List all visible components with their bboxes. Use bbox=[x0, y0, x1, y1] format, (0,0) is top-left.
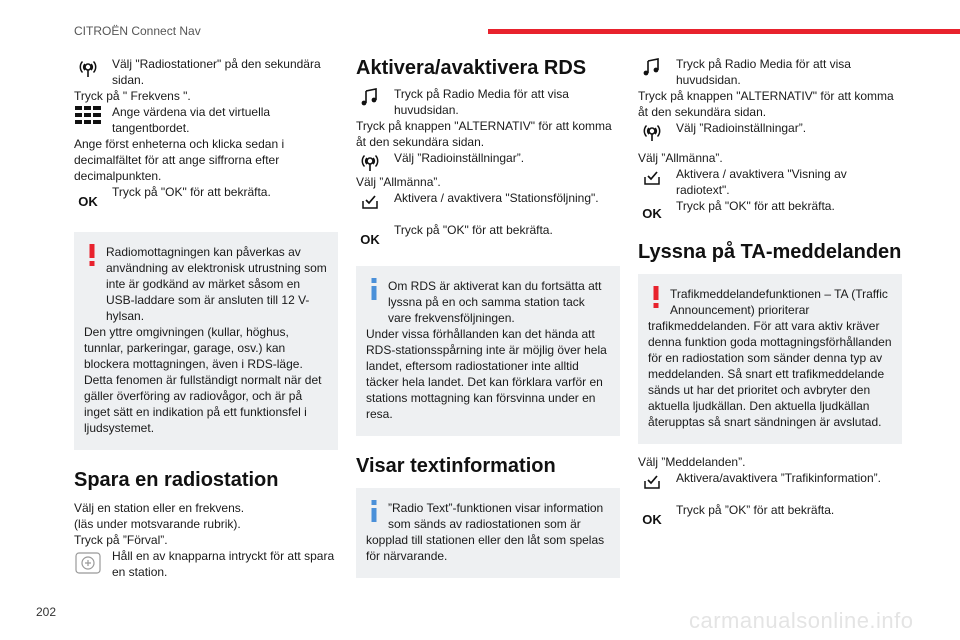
warning-box bbox=[74, 232, 338, 450]
instruction-text: Välj ”Allmänna”. bbox=[356, 175, 441, 189]
step-radioinstallningar bbox=[356, 150, 620, 172]
music-note-icon bbox=[356, 86, 384, 108]
step-keyboard bbox=[74, 104, 338, 136]
step-text: Ange värdena via det virtuella tangentbordet. bbox=[112, 105, 271, 135]
running-header: CITROËN Connect Nav bbox=[74, 24, 201, 38]
section-heading: Visar textinformation bbox=[356, 455, 556, 477]
step-text: Välj ”Radioinställningar”. bbox=[676, 121, 807, 135]
step-visning-radiotext bbox=[638, 166, 902, 198]
header-accent-bar bbox=[488, 29, 960, 34]
info-text: ”Radio Text”-funktionen visar information som sänds av radiostationen som är bbox=[388, 501, 604, 531]
info-text: Om RDS är aktiverat kan du fortsätta att lyssna på en och samma station tack vare frekvensföljningen. bbox=[388, 279, 602, 325]
instruction-text: Tryck på " Frekvens ". bbox=[74, 89, 191, 103]
warning-icon bbox=[652, 286, 660, 313]
checkbox-toggle-icon bbox=[638, 166, 666, 188]
step-text: Tryck på Radio Media för att visa huvudsidan. bbox=[394, 87, 569, 117]
step-text: Aktivera/avaktivera ”Trafikinformation”. bbox=[676, 471, 881, 485]
info-text: Under vissa förhållanden kan det hända att RDS-stationsspårning inte är möjlig över hela landet, eftersom radiostationer inte alltid täcker hela landet. Det kan förklara varför en stations mottagning kan försvinna under en resa. bbox=[366, 327, 607, 421]
step-trafikinformation bbox=[638, 470, 902, 492]
radio-settings-icon bbox=[638, 120, 666, 142]
info-box bbox=[356, 488, 620, 578]
warning-text: Radiomottagningen kan påverkas av användning av elektronisk utrustning som inte är godkänd av märket såsom en USB-laddare som är ansluten till 12 V-hylsan. bbox=[106, 245, 327, 323]
warning-box bbox=[638, 274, 902, 444]
warning-text: Den yttre omgivningen (kullar, höghus, tunnlar, parkeringar, garage, osv.) kan blockera mottagningen, även i RDS-läge. Detta fenomen är fullständigt normalt när det gäller överföring av radiovågor, och är på inget sätt en indikation på ett funktionsfel i ljudsystemet. bbox=[84, 325, 322, 435]
step-text: Tryck på Radio Media för att visa huvudsidan. bbox=[676, 57, 851, 87]
info-box bbox=[356, 266, 620, 436]
keyboard-icon bbox=[74, 104, 102, 126]
step-save bbox=[74, 548, 338, 580]
ok-icon: OK bbox=[642, 205, 662, 221]
watermark: carmanualsonline.info bbox=[689, 608, 914, 633]
section-heading: Lyssna på TA-meddelanden bbox=[638, 241, 902, 263]
step-text: Aktivera / avaktivera "Visning av radiotext". bbox=[676, 167, 847, 197]
column-3 bbox=[638, 56, 902, 530]
ok-icon: OK bbox=[78, 193, 98, 209]
step-text: Tryck på "OK" för att bekräfta. bbox=[676, 199, 835, 213]
preset-add-icon bbox=[74, 552, 102, 574]
step-text: Tryck på "OK" för att bekräfta. bbox=[394, 223, 553, 237]
warning-text: trafikmeddelanden. För att vara aktiv kräver denna funktion goda mottagningsförhållanden för en radiostation som sänder denna typ av meddelanden. Så snart ett trafikmeddelande sänds ut har det prioritet och avbryter den aktuella ljudkällan. Den aktuella ljudkällan återupptas så snart sändningen är avslutad. bbox=[648, 319, 892, 429]
instruction-text: Tryck på ”Förval”. bbox=[74, 533, 168, 547]
instruction-text: Välj ”Allmänna”. bbox=[638, 151, 723, 165]
page-number: 202 bbox=[36, 605, 57, 619]
ok-icon: OK bbox=[360, 231, 380, 247]
step-ok bbox=[638, 502, 902, 530]
warning-icon bbox=[88, 244, 96, 271]
step-ok bbox=[638, 198, 902, 224]
step-text: Tryck på "OK" för att bekräfta. bbox=[112, 185, 271, 199]
step-radio-media bbox=[638, 56, 902, 88]
step-ok bbox=[356, 222, 620, 250]
instruction-text: Tryck på knappen "ALTERNATIV" för att komma åt den sekundära sidan. bbox=[356, 119, 612, 149]
step-radio-media bbox=[356, 86, 620, 118]
step-text: Välj ”Radioinställningar”. bbox=[394, 151, 525, 165]
instruction-text: Välj ”Meddelanden”. bbox=[638, 455, 746, 469]
info-icon bbox=[370, 278, 378, 305]
music-note-icon bbox=[638, 56, 666, 78]
step-radiostationer bbox=[74, 56, 338, 88]
ok-icon: OK bbox=[642, 511, 662, 527]
instruction-text: Välj en station eller en frekvens. bbox=[74, 501, 245, 515]
info-text: kopplad till stationen eller den låt som spelas för närvarande. bbox=[366, 533, 605, 563]
column-2 bbox=[356, 56, 620, 578]
step-text: Tryck på ”OK” för att bekräfta. bbox=[676, 503, 835, 517]
info-icon bbox=[370, 500, 378, 527]
step-radioinstallningar bbox=[638, 120, 902, 142]
step-ok bbox=[74, 184, 338, 212]
radio-settings-icon bbox=[74, 56, 102, 78]
step-text: Håll en av knapparna intryckt för att spara en station. bbox=[112, 549, 335, 579]
checkbox-toggle-icon bbox=[638, 470, 666, 492]
step-stationsfoljning bbox=[356, 190, 620, 212]
instruction-text: Tryck på knappen "ALTERNATIV" för att komma åt den sekundära sidan. bbox=[638, 89, 894, 119]
instruction-text: (läs under motsvarande rubrik). bbox=[74, 517, 241, 531]
instruction-text: Ange först enheterna och klicka sedan i decimalfältet för att ange siffrorna efter decimalpunkten. bbox=[74, 137, 285, 183]
column-1 bbox=[74, 56, 338, 580]
radio-settings-icon bbox=[356, 150, 384, 172]
warning-text: Trafikmeddelandefunktionen – TA (Traffic Announcement) prioriterar bbox=[670, 287, 888, 317]
step-text: Välj "Radiostationer" på den sekundära sidan. bbox=[112, 57, 321, 87]
section-heading: Spara en radiostation bbox=[74, 469, 279, 491]
step-text: Aktivera / avaktivera "Stationsföljning". bbox=[394, 191, 599, 205]
checkbox-toggle-icon bbox=[356, 190, 384, 212]
section-heading: Aktivera/avaktivera RDS bbox=[356, 57, 587, 79]
